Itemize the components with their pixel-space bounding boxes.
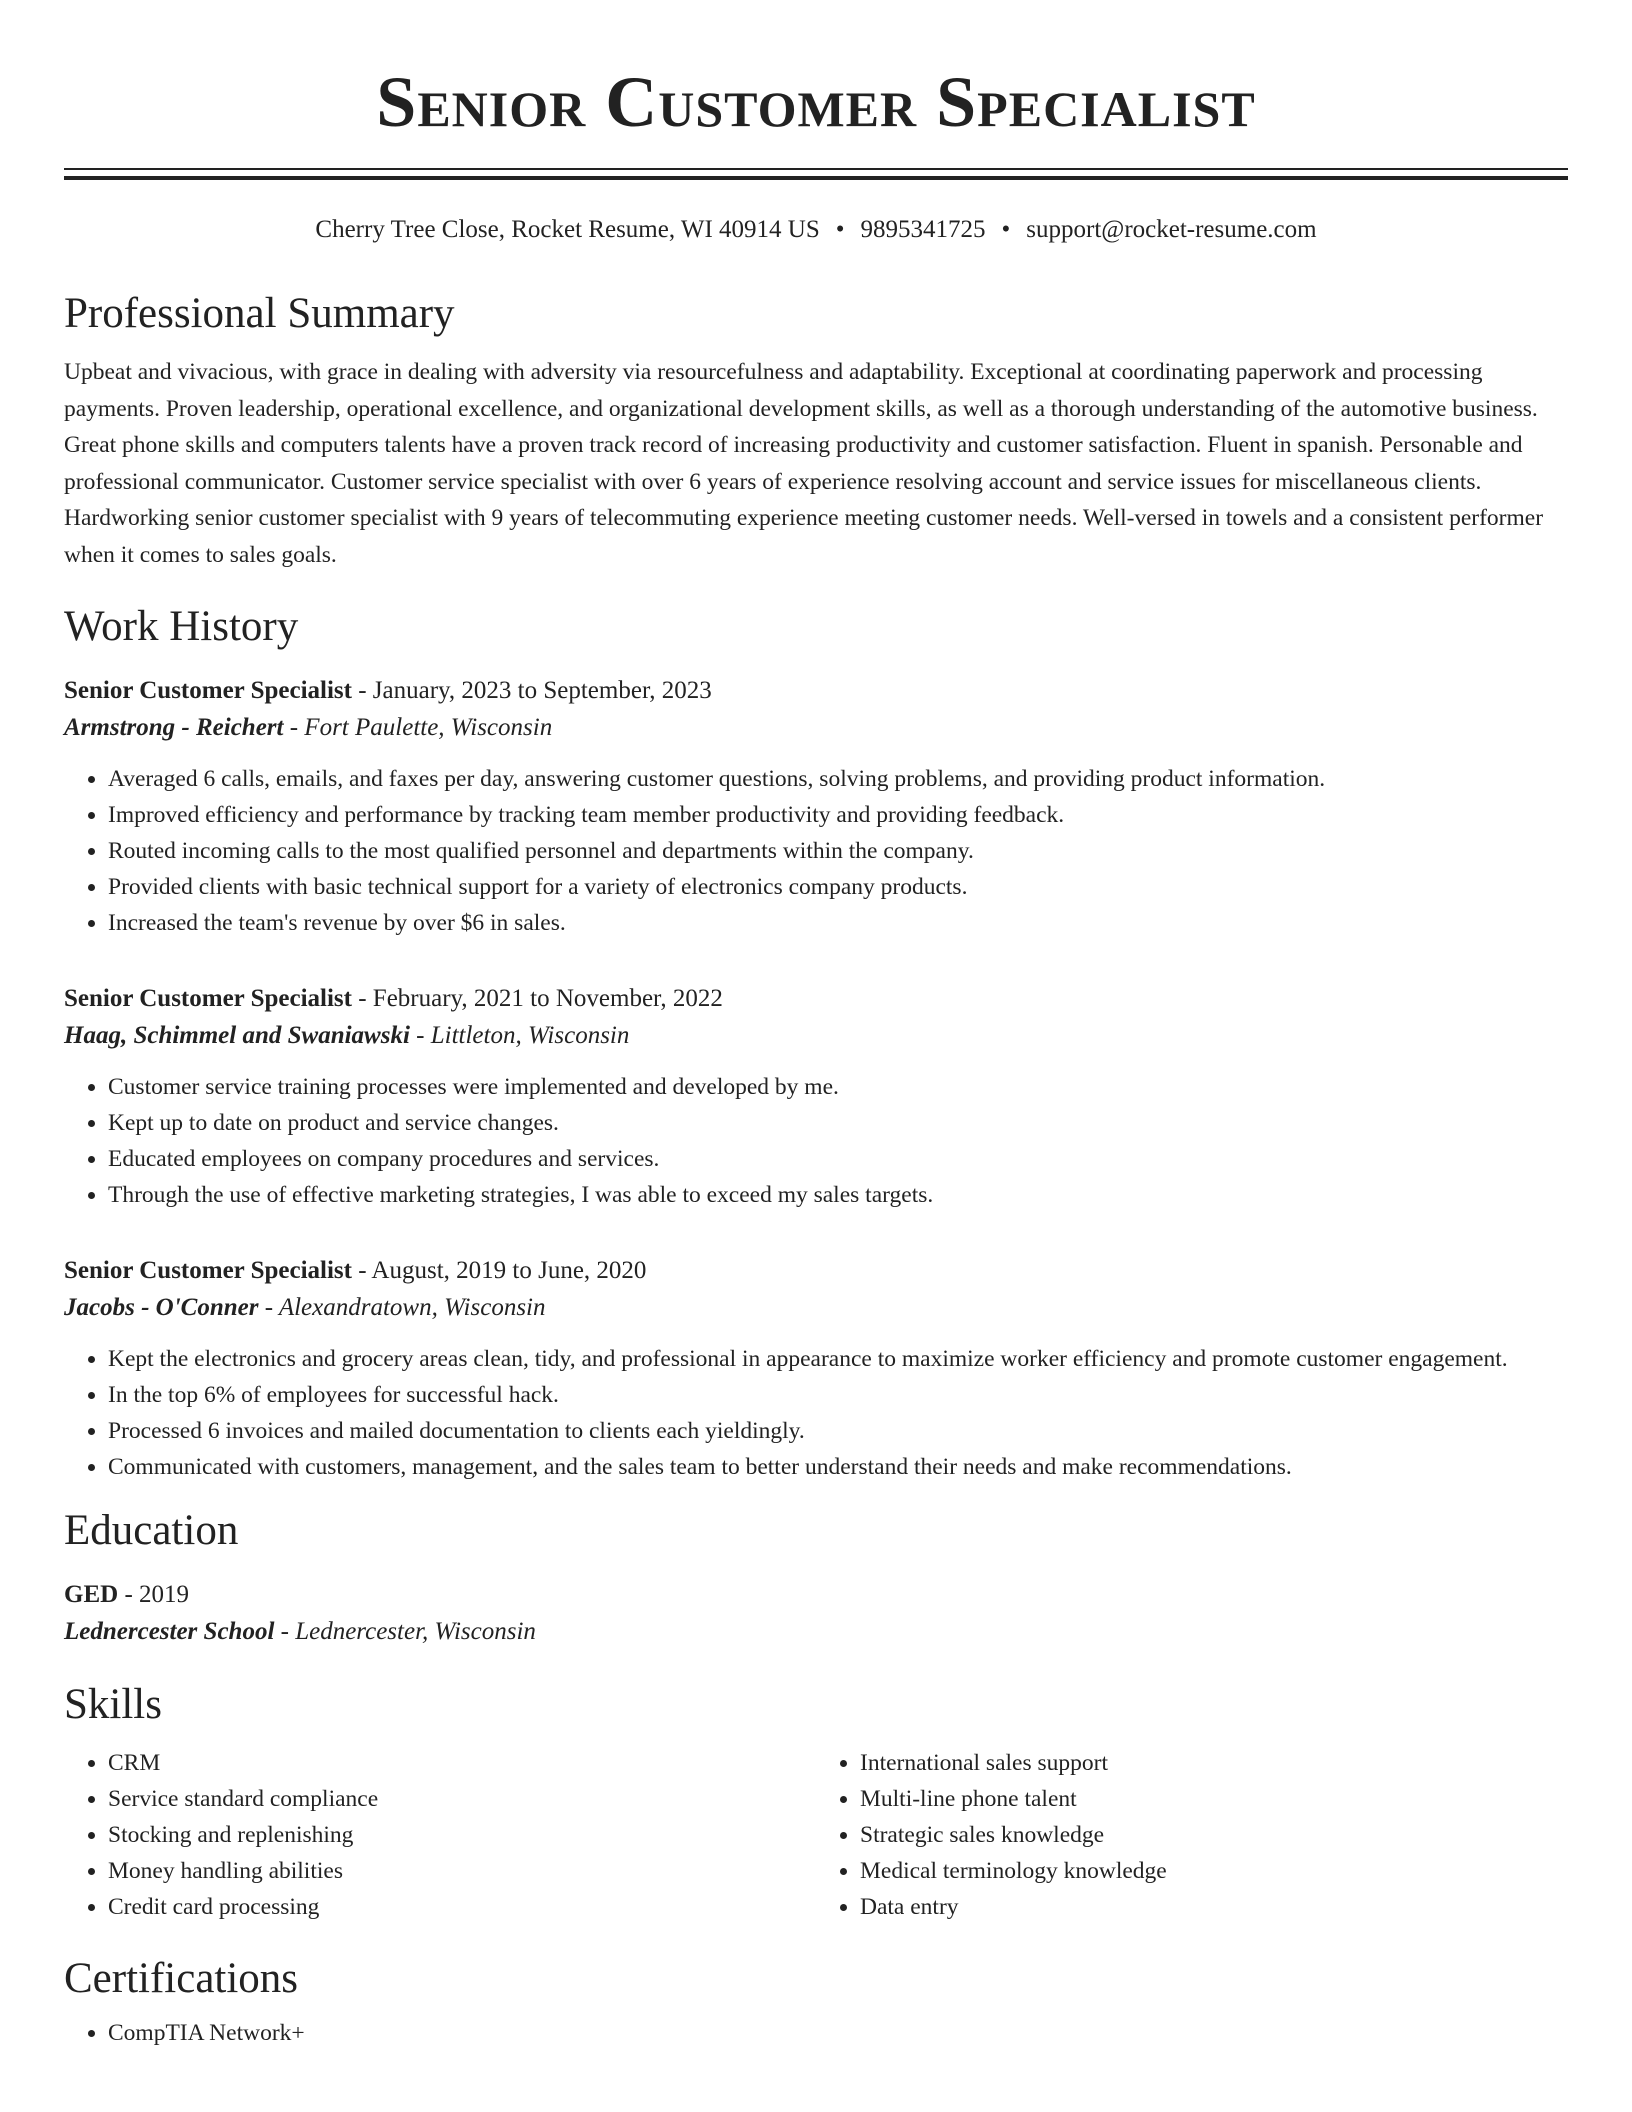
skills-section [64, 1679, 1568, 1925]
skill-item: • Medical terminology knowledge [860, 1853, 1568, 1889]
certifications-list [64, 2015, 1568, 2051]
job-entry [64, 673, 1568, 941]
job-title: Senior Customer Specialist [64, 677, 352, 704]
job-bullet: • Provided clients with basic technical support for a variety of electronics company products. [108, 869, 1568, 905]
job-company: Haag, Schimmel and Swaniawski [64, 1022, 410, 1049]
certification-item: • CompTIA Network+ [108, 2015, 1568, 2051]
job-title-line [64, 673, 1568, 709]
summary-heading: Professional Summary [64, 290, 455, 337]
job-company: Armstrong - Reichert [64, 714, 284, 741]
job-bullet: • Increased the team's revenue by over $6 in sales. [108, 905, 1568, 941]
education-degree-line [64, 1577, 1568, 1613]
certifications-section [64, 1953, 1568, 2051]
certifications-heading: Certifications [64, 1955, 299, 2002]
summary-section [64, 288, 1568, 573]
job-location: - Alexandratown, Wisconsin [258, 1294, 546, 1321]
skills-heading: Skills [64, 1681, 162, 1728]
job-title-line [64, 981, 1568, 1017]
skill-item: • Stocking and replenishing [108, 1817, 816, 1853]
job-bullet: • In the top 6% of employees for successful hack. [108, 1377, 1568, 1413]
title-divider [64, 168, 1568, 180]
job-bullet: • Customer service training processes were implemented and developed by me. [108, 1069, 1568, 1105]
job-bullet: • Through the use of effective marketing strategies, I was able to exceed my sales targets. [108, 1177, 1568, 1213]
skills-grid [64, 1745, 1568, 1925]
job-bullet: • Processed 6 invoices and mailed documentation to clients each yieldingly. [108, 1413, 1568, 1449]
job-entry [64, 981, 1568, 1213]
education-section [64, 1505, 1568, 1651]
contact-address: Cherry Tree Close, Rocket Resume, WI 40914 US [315, 216, 820, 243]
job-company: Jacobs - O'Conner [64, 1294, 259, 1321]
divider-thick [64, 176, 1568, 180]
job-bullet: • Improved efficiency and performance by tracking team member productivity and providing feedback. [108, 797, 1568, 833]
job-company-line [64, 1017, 1568, 1055]
skills-column-left [64, 1745, 816, 1925]
contact-phone: 9895341725 [860, 216, 986, 243]
job-title-line [64, 1253, 1568, 1289]
divider-thin [64, 168, 1568, 170]
skill-item: • International sales support [860, 1745, 1568, 1781]
job-bullets [64, 761, 1568, 941]
job-title: Senior Customer Specialist [64, 1257, 352, 1284]
skill-item: • Multi-line phone talent [860, 1781, 1568, 1817]
job-entry [64, 1253, 1568, 1485]
work-history-section [64, 601, 1568, 1485]
skill-item: • Data entry [860, 1889, 1568, 1925]
job-company-line [64, 709, 1568, 747]
education-degree: GED [64, 1581, 119, 1608]
job-bullets [64, 1341, 1568, 1485]
job-location: - Fort Paulette, Wisconsin [283, 714, 553, 741]
job-bullets [64, 1069, 1568, 1213]
job-bullet: • Routed incoming calls to the most qualified personnel and departments within the company. [108, 833, 1568, 869]
job-bullet: • Kept up to date on product and service changes. [108, 1105, 1568, 1141]
contact-separator: • [835, 216, 845, 243]
skill-item: • Service standard compliance [108, 1781, 816, 1817]
job-dates: - January, 2023 to September, 2023 [351, 677, 712, 704]
job-location: - Littleton, Wisconsin [409, 1022, 630, 1049]
skill-item: • Credit card processing [108, 1889, 816, 1925]
skill-item: • Strategic sales knowledge [860, 1817, 1568, 1853]
education-heading: Education [64, 1507, 239, 1554]
job-dates: - August, 2019 to June, 2020 [351, 1257, 647, 1284]
summary-text: Upbeat and vivacious, with grace in dealing with adversity via resourcefulness and adaptability. Exceptional at coordinating paperwork and processing payments. Proven leadership, operational excellence, and organizational development skills, as well as a thorough understanding of the automotive business. Great phone skills and computers talents have a proven track record of increasing productivity and customer satisfaction. Fluent in spanish. Personable and professional communicator. Customer service specialist with over 6 years of experience resolving account and service issues for miscellaneous clients. Hardworking senior customer specialist with 9 years of telecommuting experience meeting customer needs. Well-versed in towels and a consistent performer when it comes to sales goals. [64, 359, 1544, 568]
skill-item: • CRM [108, 1745, 816, 1781]
job-title: Senior Customer Specialist [64, 985, 352, 1012]
job-bullet: • Averaged 6 calls, emails, and faxes per day, answering customer questions, solving problems, and providing product information. [108, 761, 1568, 797]
skill-item: • Money handling abilities [108, 1853, 816, 1889]
education-school: Lednercester School [64, 1618, 275, 1645]
contact-line [64, 214, 1568, 246]
job-bullet: • Educated employees on company procedures and services. [108, 1141, 1568, 1177]
job-dates: - February, 2021 to November, 2022 [351, 985, 723, 1012]
contact-separator: • [1001, 216, 1011, 243]
education-year: - 2019 [118, 1581, 190, 1608]
education-school-line [64, 1613, 1568, 1651]
work-history-heading: Work History [64, 603, 299, 650]
job-bullet: • Communicated with customers, management, and the sales team to better understand their needs and make recommendations. [108, 1449, 1568, 1485]
resume-title: Senior Customer Specialist [376, 62, 1256, 142]
skills-column-right [816, 1745, 1568, 1925]
education-location: - Lednercester, Wisconsin [274, 1618, 536, 1645]
job-company-line [64, 1289, 1568, 1327]
job-bullet: • Kept the electronics and grocery areas clean, tidy, and professional in appearance to maximize worker efficiency and promote customer engagement. [108, 1341, 1568, 1377]
education-entry [64, 1577, 1568, 1651]
contact-email: support@rocket-resume.com [1026, 216, 1317, 243]
